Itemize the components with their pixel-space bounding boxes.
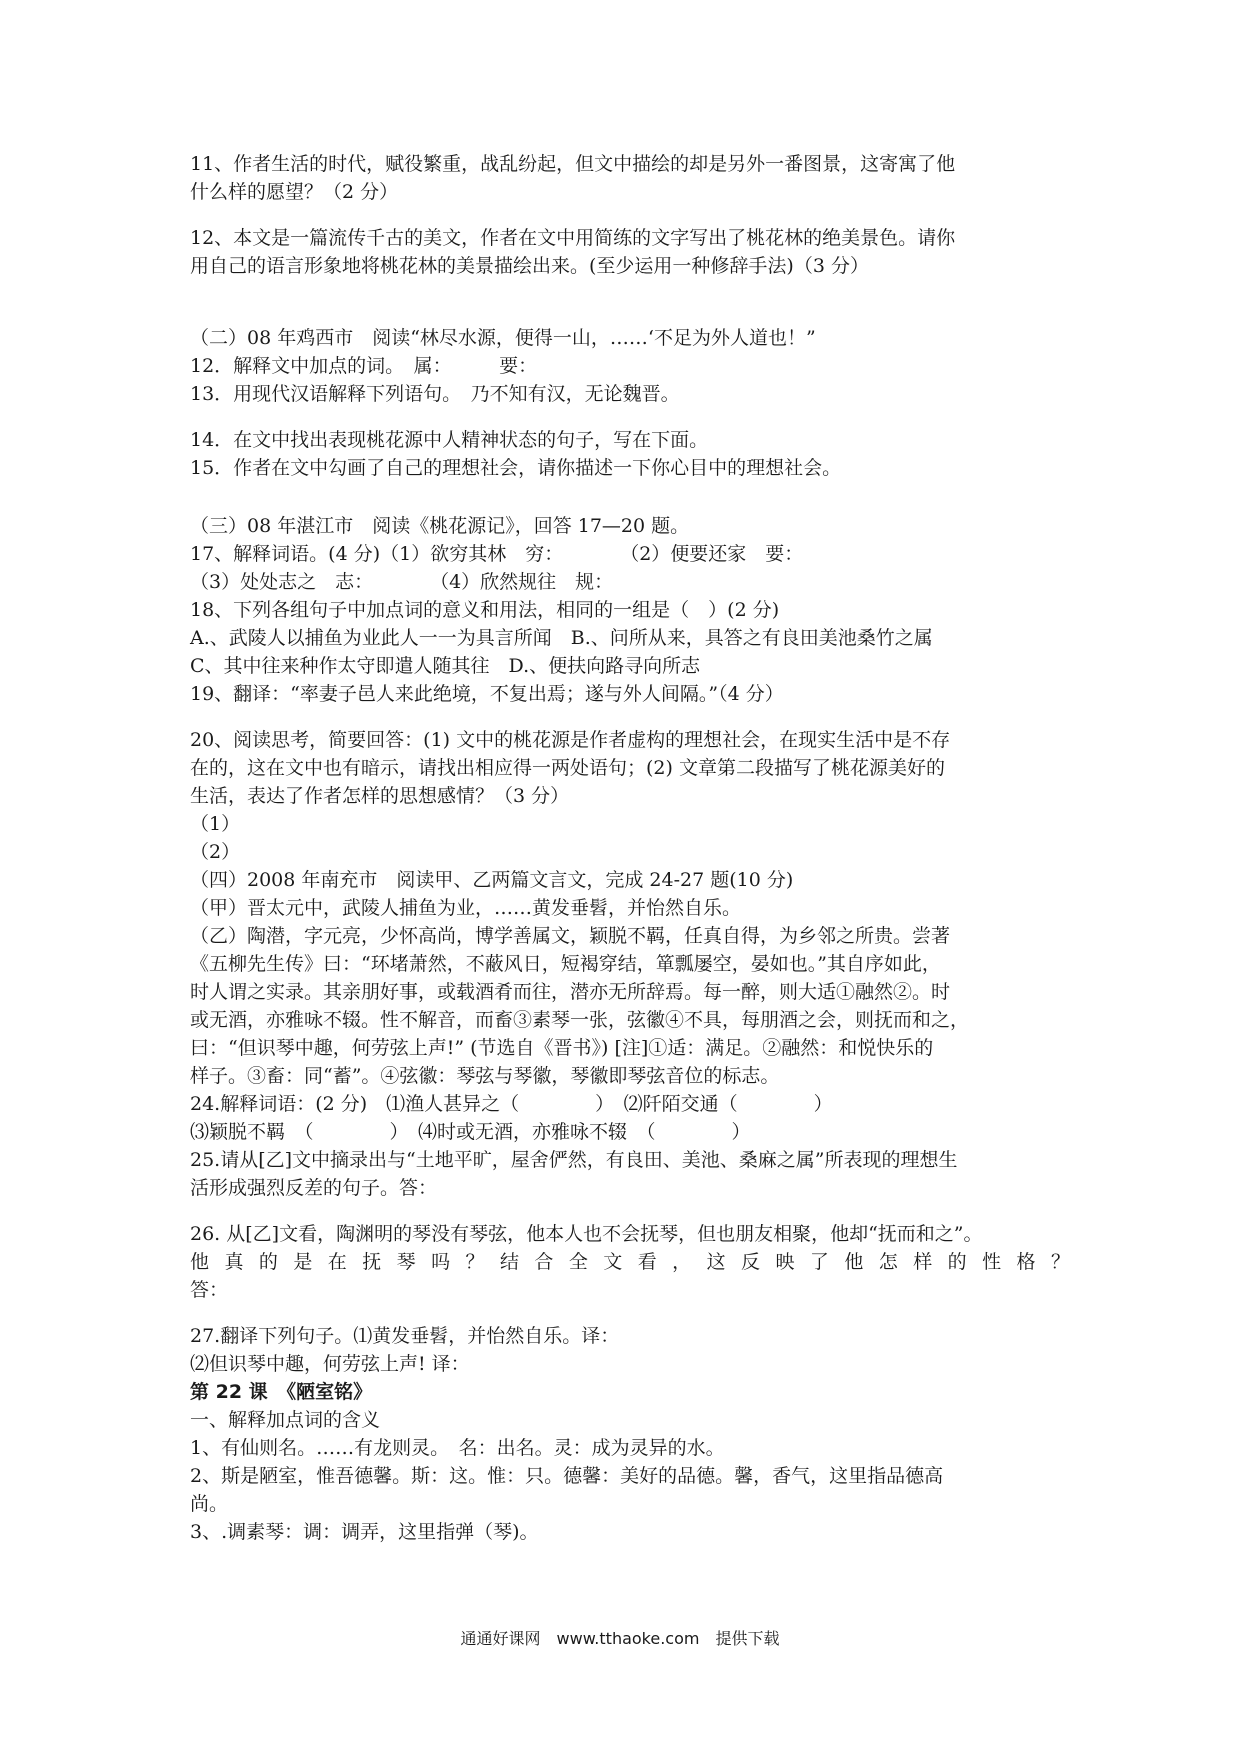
text-line: （3）处处志之 志： （4）欣然规往 规：: [190, 571, 614, 593]
section-heading: （二）08 年鸡西市 阅读“林尽水源，便得一山，……‘不足为外人道也！”: [190, 327, 816, 349]
text-line: 15．作者在文中勾画了自己的理想社会，请你描述一下你心目中的理想社会。: [190, 457, 842, 479]
text-line: 时人谓之实录。其亲朋好事，或载酒肴而往，潜亦无所辞焉。每一醉，则大适①融然②。时: [190, 981, 951, 1003]
text-line: 12、本文是一篇流传千古的美文，作者在文中用简练的文字写出了桃花林的绝美景色。请你: [190, 227, 956, 249]
answer-slot: （2）: [190, 841, 241, 863]
text-line: 或无酒，亦雅咏不辍。性不解音，而畜③素琴一张，弦徽④不具，每朋酒之会，则抚而和之，: [190, 1009, 970, 1031]
section-2: [190, 324, 1070, 482]
subheading: 一、解释加点词的含义: [190, 1409, 381, 1431]
text-line: 曰：“但识琴中趣，何劳弦上声!” (节选自《晋书》) [注]①适：满足。②融然：和悦快乐的: [190, 1037, 934, 1059]
page-footer: 通通好课网 www.tthaoke.com 提供下载: [460, 1629, 780, 1648]
text-line: 25.请从[乙]文中摘录出与“土地平旷，屋舍俨然，有良田、美池、桑麻之属”所表现的理想生: [190, 1149, 958, 1171]
text-line: ⑶颖脱不羁 （ ） ⑷时或无酒，亦雅咏不辍 （ ）: [190, 1121, 751, 1143]
text-line: 13．用现代汉语解释下列语句。 乃不知有汉，无论魏晋。: [190, 383, 680, 405]
section-heading: （四）2008 年南充市 阅读甲、乙两篇文言文，完成 24-27 题(10 分): [190, 869, 794, 891]
text-line: 他真的是在抚琴吗？结合全文看，这反映了他怎样的性格？: [190, 1251, 1070, 1273]
text-line: 用自己的语言形象地将桃花林的美景描绘出来。(至少运用一种修辞手法)（3 分）: [190, 255, 869, 277]
lesson-title: 第 22 课 《陋室铭》: [190, 1381, 373, 1403]
text-line: 什么样的愿望？（2 分）: [190, 181, 399, 203]
text-line: 2、斯是陋室，惟吾德馨。斯：这。惟：只。德馨：美好的品德。馨，香气，这里指品德高: [190, 1465, 944, 1487]
text-line: 样子。③畜：同“蓄”。④弦徽：琴弦与琴徽，琴徽即琴弦音位的标志。: [190, 1065, 780, 1087]
text-line: 19、翻译：“率妻子邑人来此绝境，不复出焉；遂与外人间隔。”（4 分）: [190, 683, 784, 705]
text-line: 26. 从[乙]文看，陶渊明的琴没有琴弦，他本人也不会抚琴，但也朋友相聚，他却“抚而和之”。: [190, 1223, 983, 1245]
answer-slot: （1）: [190, 813, 241, 835]
text-line: （甲）晋太元中，武陵人捕鱼为业，……黄发垂髫，并怡然自乐。: [190, 897, 742, 919]
text-line: 11、作者生活的时代，赋役繁重，战乱纷起，但文中描绘的却是另外一番图景，这寄寓了他: [190, 153, 956, 175]
question-12: [190, 224, 1070, 280]
text-line: 《五柳先生传》曰：“环堵萧然，不蔽风日，短褐穿结，箪瓢屡空，晏如也。”其自序如此，: [190, 953, 941, 975]
text-line: 活形成强烈反差的句子。答：: [190, 1177, 438, 1199]
text-line: 在的，这在文中也有暗示，请找出相应得一两处语句；(2) 文章第二段描写了桃花源美好的: [190, 757, 945, 779]
text-line: 18、下列各组句子中加点词的意义和用法，相同的一组是（ ）(2 分): [190, 599, 780, 621]
text-line: 24.解释词语：(2 分) ⑴渔人甚异之（ ） ⑵阡陌交通（ ）: [190, 1093, 833, 1115]
section-3: [190, 512, 1070, 866]
section-4: [190, 866, 1070, 1378]
section-heading: （三）08 年湛江市 阅读《桃花源记》，回答 17—20 题。: [190, 515, 690, 537]
text-line: ⑵但识琴中趣，何劳弦上声! 译：: [190, 1353, 470, 1375]
text-line: 1、有仙则名。……有龙则灵。 名：出名。灵：成为灵异的水。: [190, 1437, 725, 1459]
text-line: 12．解释文中加点的词。 属： 要：: [190, 355, 538, 377]
text-line: 答：: [190, 1279, 229, 1301]
text-line: A.、武陵人以捕鱼为业此人一一为具言所闻 B.、问所从来，具答之有良田美池桑竹之属: [190, 627, 933, 649]
text-line: （乙）陶潜，字元亮，少怀高尚，博学善属文，颖脱不羁，任真自得，为乡邻之所贵。尝著: [190, 925, 951, 947]
text-line: C、其中往来种作太守即遣人随其往 D.、便扶向路寻向所志: [190, 655, 701, 677]
text-line: 生活，表达了作者怎样的思想感情？（3 分）: [190, 785, 570, 807]
text-line: 17、解释词语。(4 分)（1）欲穷其林 穷： （2）便要还家 要：: [190, 543, 804, 565]
text-line: 14．在文中找出表现桃花源中人精神状态的句子，写在下面。: [190, 429, 709, 451]
question-11: [190, 150, 1070, 206]
text-line: 27.翻译下列句子。⑴黄发垂髫，并怡然自乐。译：: [190, 1325, 620, 1347]
text-line: 尚。: [190, 1493, 229, 1515]
lesson-22: [190, 1378, 1070, 1546]
text-line: 20、阅读思考，简要回答：(1) 文中的桃花源是作者虚构的理想社会，在现实生活中是不存: [190, 729, 951, 751]
document-body: [190, 150, 1070, 1546]
text-line: 3、.调素琴：调：调弄，这里指弹（琴)。: [190, 1521, 539, 1543]
